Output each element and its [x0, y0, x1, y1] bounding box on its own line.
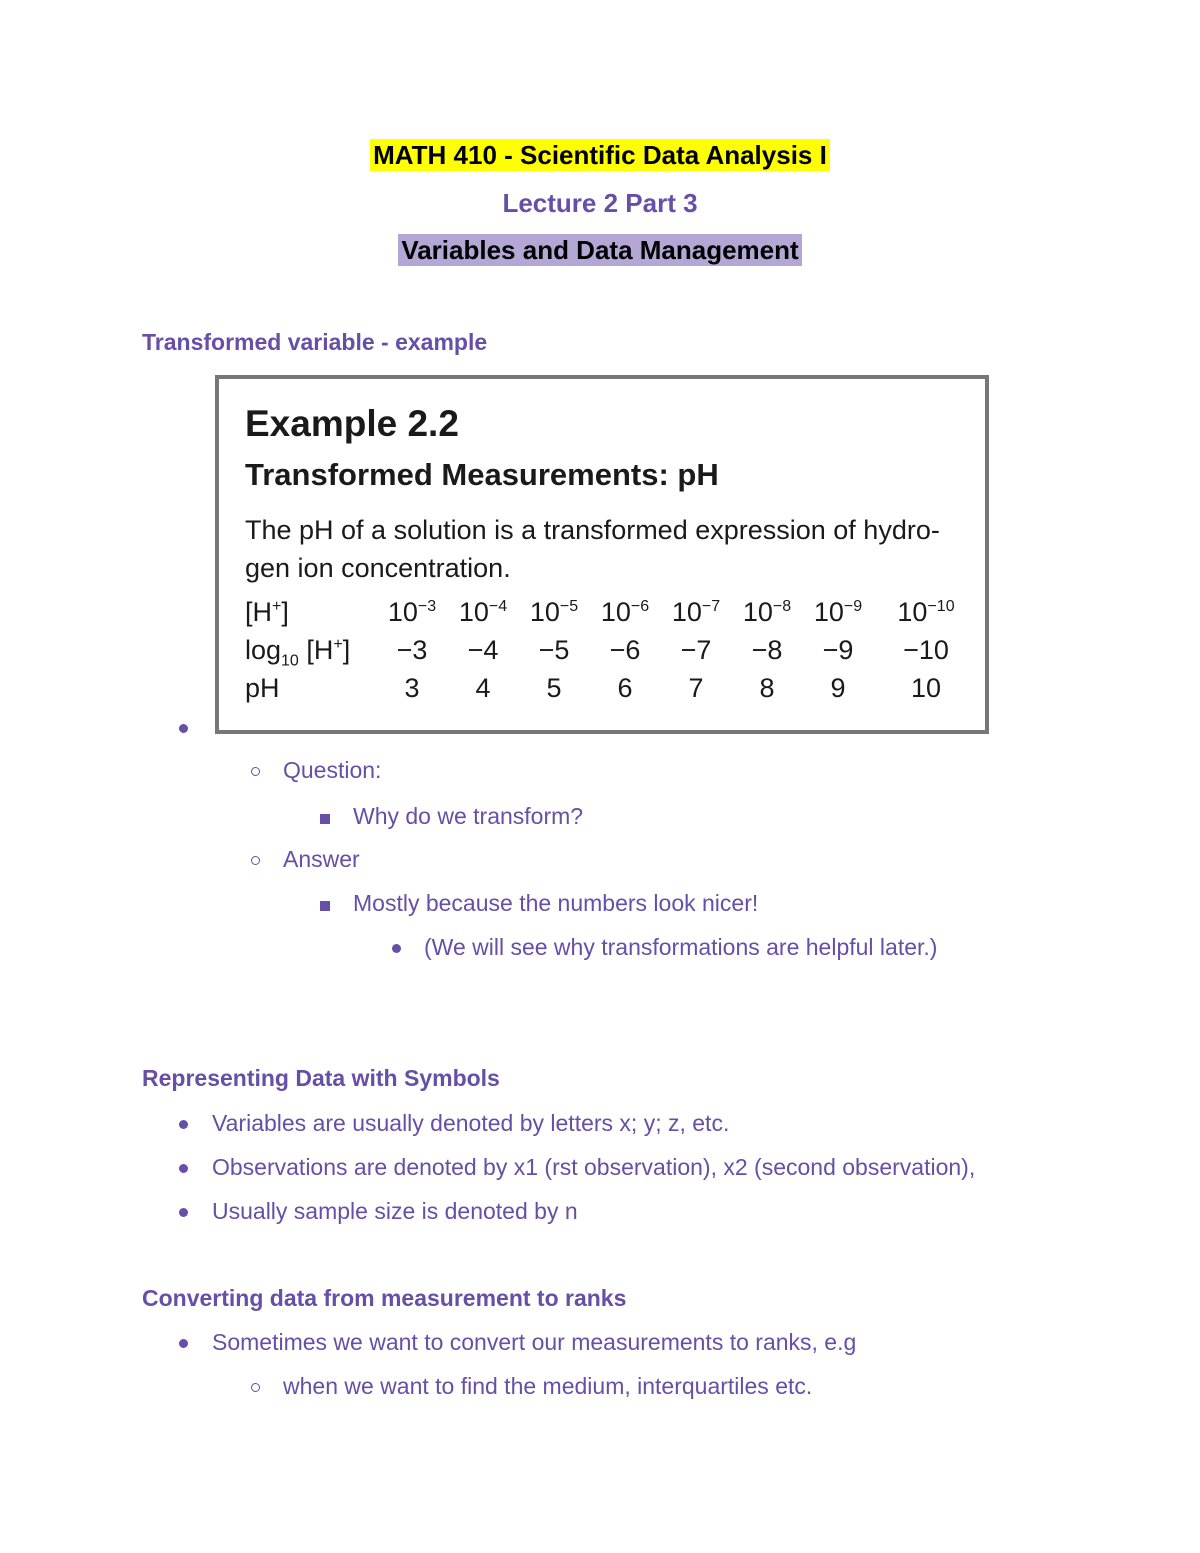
row-label-ph: pH [245, 673, 280, 703]
h-concentration-cell: $10^{-7}$ [671, 597, 721, 627]
log-value-cell: −10 [903, 635, 949, 665]
bullet-icon [179, 1164, 188, 1173]
h-concentration-cell: $10^{-3}$ [387, 597, 437, 627]
list-item: Observations are denoted by x1 (rst observation), x2 (second observation), [212, 1154, 976, 1180]
answer-note: (We will see why transformations are helpful later.) [424, 934, 938, 960]
row-ph [245, 673, 985, 709]
square-bullet-icon [320, 901, 330, 911]
answer-text: Mostly because the numbers look nicer! [353, 890, 759, 916]
ph-value-cell: 6 [617, 673, 633, 703]
bullet-icon [179, 1120, 188, 1129]
section-heading-ranks: Converting data from measurement to ranks [142, 1285, 627, 1311]
ph-value-cell: 8 [759, 673, 775, 703]
ph-value-cell: 3 [404, 673, 420, 703]
row-label-h: [H+] [245, 597, 289, 627]
h-concentration-cell: $10^{-4}$ [458, 597, 508, 627]
row-label-log: $\log_{10} [H^+]$ [245, 635, 351, 670]
ph-value-cell: 7 [688, 673, 704, 703]
row-h-concentration [245, 597, 985, 633]
h-concentration-cell: $10^{-5}$ [529, 597, 579, 627]
lecture-title: Lecture 2 Part 3 [502, 188, 698, 218]
log-value-cell: −9 [822, 635, 854, 665]
ring-bullet-icon [251, 856, 260, 865]
bullet-icon [179, 1339, 188, 1348]
h-concentration-cell: $10^{-9}$ [813, 597, 863, 627]
bullet-icon [179, 1208, 188, 1217]
example-description [245, 511, 975, 587]
bullet-icon [392, 944, 401, 953]
example-subtitle: Transformed Measurements: pH [245, 457, 719, 492]
example-line-1: The pH of a solution is a transformed expression of hydro- [245, 515, 940, 545]
log-value-cell: −8 [751, 635, 783, 665]
ring-bullet-icon [251, 767, 260, 776]
h-concentration-cell: $10^{-10}$ [897, 597, 955, 627]
example-line-2: gen ion concentration. [245, 553, 511, 583]
h-concentration-cell: $10^{-8}$ [742, 597, 792, 627]
ph-value-cell: 9 [830, 673, 846, 703]
question-text: Why do we transform? [353, 803, 584, 829]
square-bullet-icon [320, 814, 330, 824]
section-heading-symbols: Representing Data with Symbols [142, 1065, 500, 1091]
log-value-cell: −3 [396, 635, 428, 665]
h-concentration-cell: $10^{-6}$ [600, 597, 650, 627]
log-value-cell: −7 [680, 635, 712, 665]
log-value-cell: −5 [538, 635, 570, 665]
list-item: Sometimes we want to convert our measurements to ranks, e.g [212, 1329, 857, 1355]
log-value-cell: −4 [467, 635, 499, 665]
example-figure [215, 375, 989, 734]
list-subitem: when we want to find the medium, interquartiles etc. [283, 1373, 813, 1399]
ph-value-cell: 5 [546, 673, 562, 703]
ring-bullet-icon [251, 1383, 260, 1392]
topic-title: Variables and Data Management [0, 235, 1200, 266]
ph-value-cell: 4 [475, 673, 491, 703]
list-item: Usually sample size is denoted by n [212, 1198, 578, 1224]
row-log [245, 635, 985, 671]
bullet-icon [179, 724, 188, 733]
question-label: Question: [283, 757, 382, 783]
answer-label: Answer [283, 846, 360, 872]
log-value-cell: −6 [609, 635, 641, 665]
section-heading-transformed: Transformed variable - example [142, 329, 488, 355]
ph-value-cell: 10 [910, 673, 942, 703]
course-title: MATH 410 - Scientific Data Analysis I [0, 140, 1200, 171]
example-title: Example 2.2 [245, 403, 459, 444]
list-item: Variables are usually denoted by letters x; y; z, etc. [212, 1110, 730, 1136]
